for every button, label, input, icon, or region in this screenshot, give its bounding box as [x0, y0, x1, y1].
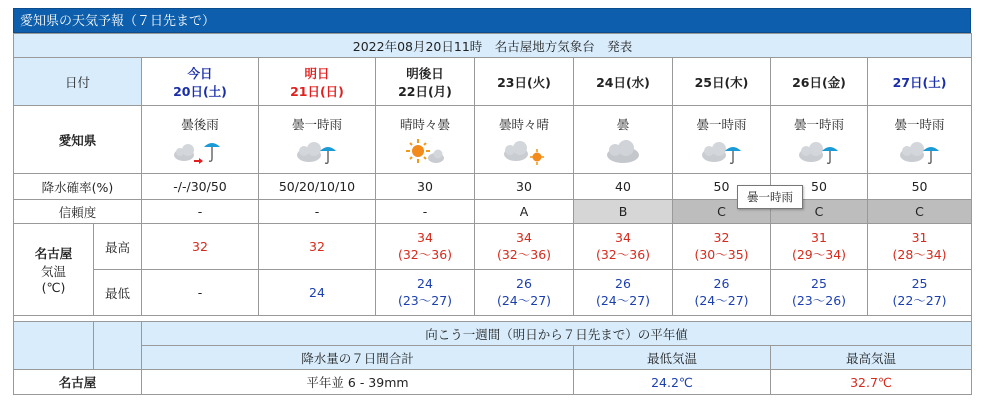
- weather-tooltip: 曇一時雨: [737, 185, 803, 209]
- rel-5: C: [673, 200, 771, 224]
- region-label: 愛知県: [14, 106, 142, 174]
- pop-4: 40: [574, 174, 673, 200]
- normals-precip-label: 降水量の７日間合計: [142, 346, 574, 370]
- day-header-1: 明日 21日(日): [259, 58, 376, 106]
- normals-blank-2: [94, 322, 142, 370]
- pop-7: 50: [868, 174, 972, 200]
- forecast-table: [13, 33, 972, 395]
- normals-city: 名古屋: [14, 370, 142, 395]
- weather-text-4: 曇: [616, 116, 630, 132]
- weather-cell-0[interactable]: [142, 106, 259, 174]
- min-3: 26 (24～27): [475, 270, 574, 316]
- rel-3: A: [475, 200, 574, 224]
- pop-6: 50: [771, 174, 868, 200]
- pop-5: 50: [673, 174, 771, 200]
- max-5: 32 (30～35): [673, 224, 771, 270]
- cloud-rain-icon: [697, 137, 747, 165]
- issued-line: 2022年08月20日11時 名古屋地方気象台 発表: [14, 34, 972, 58]
- min-7: 25 (22～27): [868, 270, 972, 316]
- normals-max: 32.7℃: [771, 370, 972, 395]
- weather-text-1: 曇一時雨: [291, 116, 342, 132]
- weather-text-7: 曇一時雨: [894, 116, 945, 132]
- min-1: 24: [259, 270, 376, 316]
- cloud-rain-icon: [292, 137, 342, 165]
- min-5: 26 (24～27): [673, 270, 771, 316]
- reliability-label: 信頼度: [14, 200, 142, 224]
- min-6: 25 (23～26): [771, 270, 868, 316]
- rel-2: -: [376, 200, 475, 224]
- cloud-icon: [598, 137, 648, 165]
- weather-text-5: 曇一時雨: [696, 116, 747, 132]
- day-header-7: 27日(土): [868, 58, 972, 106]
- min-label: 最低: [94, 270, 142, 316]
- normals-min-label: 最低気温: [574, 346, 771, 370]
- day-header-3: 23日(火): [475, 58, 574, 106]
- max-7: 31 (28～34): [868, 224, 972, 270]
- rel-4: B: [574, 200, 673, 224]
- cloud-sun-icon: [499, 137, 549, 165]
- day-header-0: 今日 20日(土): [142, 58, 259, 106]
- day-header-2: 明後日 22日(月): [376, 58, 475, 106]
- max-3: 34 (32～36): [475, 224, 574, 270]
- pop-3: 30: [475, 174, 574, 200]
- max-0: 32: [142, 224, 259, 270]
- max-4: 34 (32～36): [574, 224, 673, 270]
- rel-1: -: [259, 200, 376, 224]
- panel-title: 愛知県の天気予報（７日先まで）: [13, 8, 971, 33]
- max-6: 31 (29～34): [771, 224, 868, 270]
- cloud-rain-icon: [895, 137, 945, 165]
- weather-cell-4[interactable]: [574, 106, 673, 174]
- rel-0: -: [142, 200, 259, 224]
- normals-blank-1: [14, 322, 94, 370]
- min-4: 26 (24～27): [574, 270, 673, 316]
- sun-cloud-icon: [400, 137, 450, 165]
- max-label: 最高: [94, 224, 142, 270]
- day-header-6: 26日(金): [771, 58, 868, 106]
- max-2: 34 (32～36): [376, 224, 475, 270]
- date-header: 日付: [14, 58, 142, 106]
- cloud-rain-icon: [794, 137, 844, 165]
- pop-2: 30: [376, 174, 475, 200]
- normals-title: 向こう一週間（明日から７日先まで）の平年値: [142, 322, 972, 346]
- city-temp-label: 名古屋 気温 (℃): [14, 224, 94, 316]
- weather-text-0: 曇後雨: [181, 116, 219, 132]
- min-0: -: [142, 270, 259, 316]
- weather-cell-6[interactable]: [771, 106, 868, 174]
- weather-text-3: 曇時々晴: [498, 116, 549, 132]
- rel-7: C: [868, 200, 972, 224]
- pop-label: 降水確率(%): [14, 174, 142, 200]
- day-header-4: 24日(水): [574, 58, 673, 106]
- rel-6: C: [771, 200, 868, 224]
- weather-text-6: 曇一時雨: [793, 116, 844, 132]
- day-header-5: 25日(木): [673, 58, 771, 106]
- weather-cell-3[interactable]: [475, 106, 574, 174]
- pop-0: -/-/30/50: [142, 174, 259, 200]
- min-2: 24 (23～27): [376, 270, 475, 316]
- weather-cell-7[interactable]: [868, 106, 972, 174]
- weather-text-2: 晴時々曇: [399, 116, 450, 132]
- max-1: 32: [259, 224, 376, 270]
- forecast-panel: [13, 8, 971, 395]
- normals-min: 24.2℃: [574, 370, 771, 395]
- normals-precip: 平年並 6 - 39mm: [142, 370, 574, 395]
- weather-cell-5[interactable]: [673, 106, 771, 174]
- weather-cell-2[interactable]: [376, 106, 475, 174]
- weather-cell-1[interactable]: [259, 106, 376, 174]
- pop-1: 50/20/10/10: [259, 174, 376, 200]
- cloud-then-rain-icon: [170, 137, 230, 165]
- normals-max-label: 最高気温: [771, 346, 972, 370]
